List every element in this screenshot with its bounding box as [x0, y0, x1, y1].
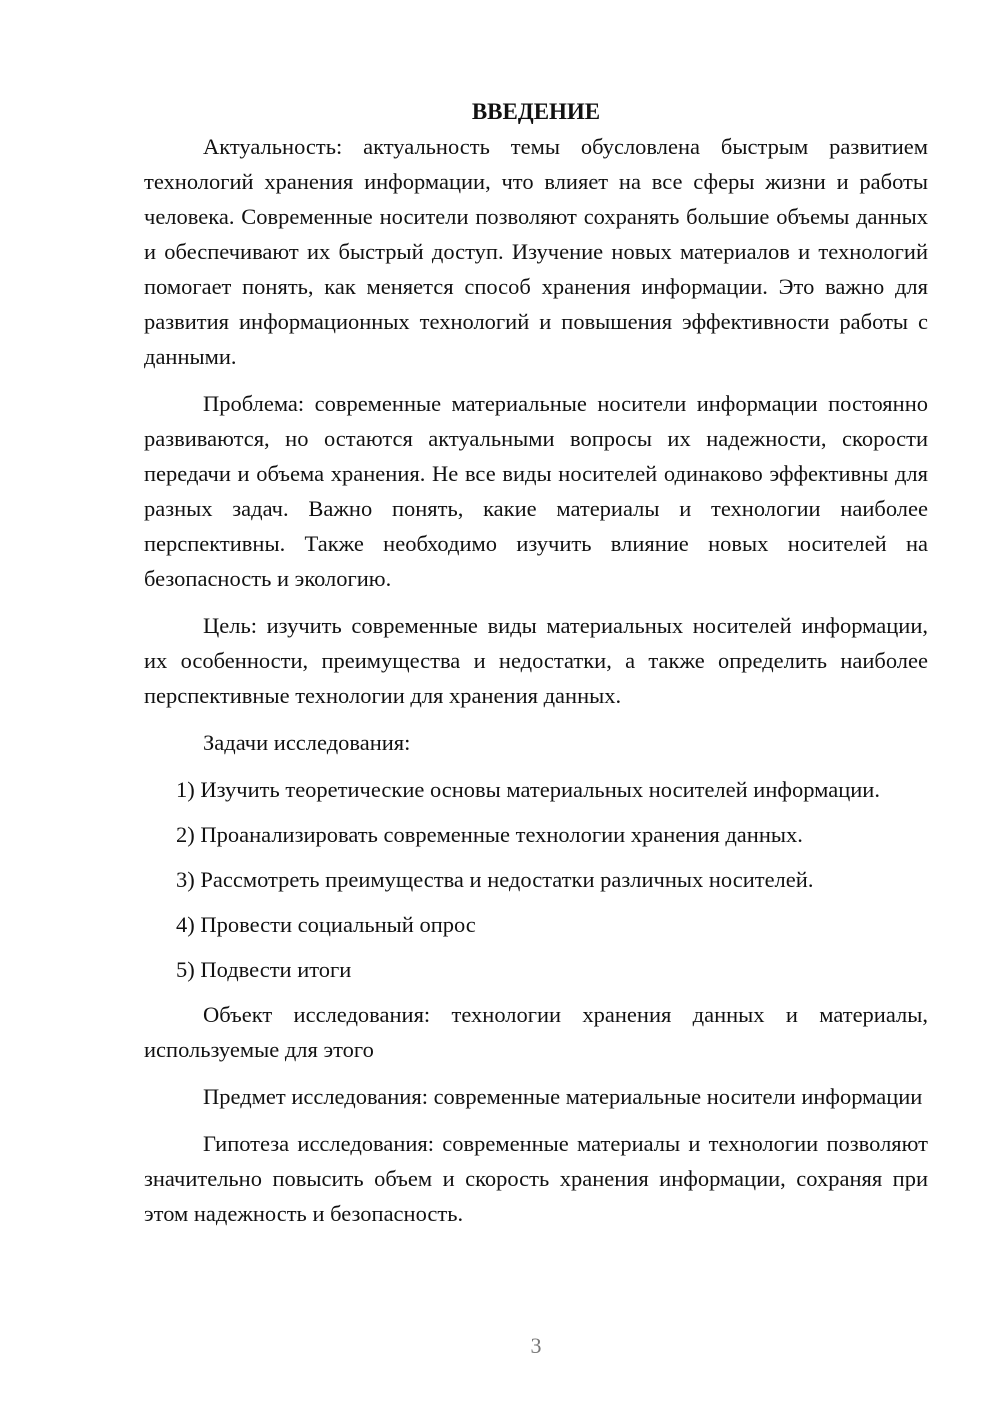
task-item-4: 4) Провести социальный опрос	[176, 912, 476, 937]
page-content	[144, 94, 928, 1243]
task-item-5: 5) Подвести итоги	[176, 957, 352, 982]
task-item-1: 1) Изучить теоретические основы материальных носителей информации.	[176, 777, 880, 802]
task-item-2: 2) Проанализировать современные технологии хранения данных.	[176, 822, 803, 847]
task-item-3: 3) Рассмотреть преимущества и недостатки различных носителей.	[176, 867, 814, 892]
subject-paragraph: Предмет исследования: современные материальные носители информации	[203, 1084, 923, 1109]
page-number: 3	[530, 1333, 542, 1358]
page-title: ВВЕДЕНИЕ	[471, 99, 601, 124]
object-paragraph: Объект исследования: технологии хранения данных и материалы, используемые для этого	[144, 1002, 928, 1062]
tasks-label: Задачи исследования:	[203, 730, 411, 755]
problem-paragraph: Проблема: современные материальные носители информации постоянно развиваются, но остаются актуальными вопросы их надежности, скорости передачи и объема хранения. Не все виды носителей одинаково эффективны для разных задач. Важно понять, какие материалы и технологии наиболее перспективны. Также необходимо изучить влияние новых носителей на безопасность и экологию.	[144, 391, 928, 591]
goal-paragraph: Цель: изучить современные виды материальных носителей информации, их особенности, преимущества и недостатки, а также определить наиболее перспективные технологии для хранения данных.	[144, 613, 928, 708]
hypothesis-paragraph: Гипотеза исследования: современные материалы и технологии позволяют значительно повысить объем и скорость хранения информации, сохраняя при этом надежность и безопасность.	[144, 1131, 928, 1226]
relevance-paragraph: Актуальность: актуальность темы обусловлена быстрым развитием технологий хранения информации, что влияет на все сферы жизни и работы человека. Современные носители позволяют сохранять большие объемы данных и обеспечивают их быстрый доступ. Изучение новых материалов и технологий помогает понять, как меняется способ хранения информации. Это важно для развития информационных технологий и повышения эффективности работы с данными.	[144, 134, 928, 369]
